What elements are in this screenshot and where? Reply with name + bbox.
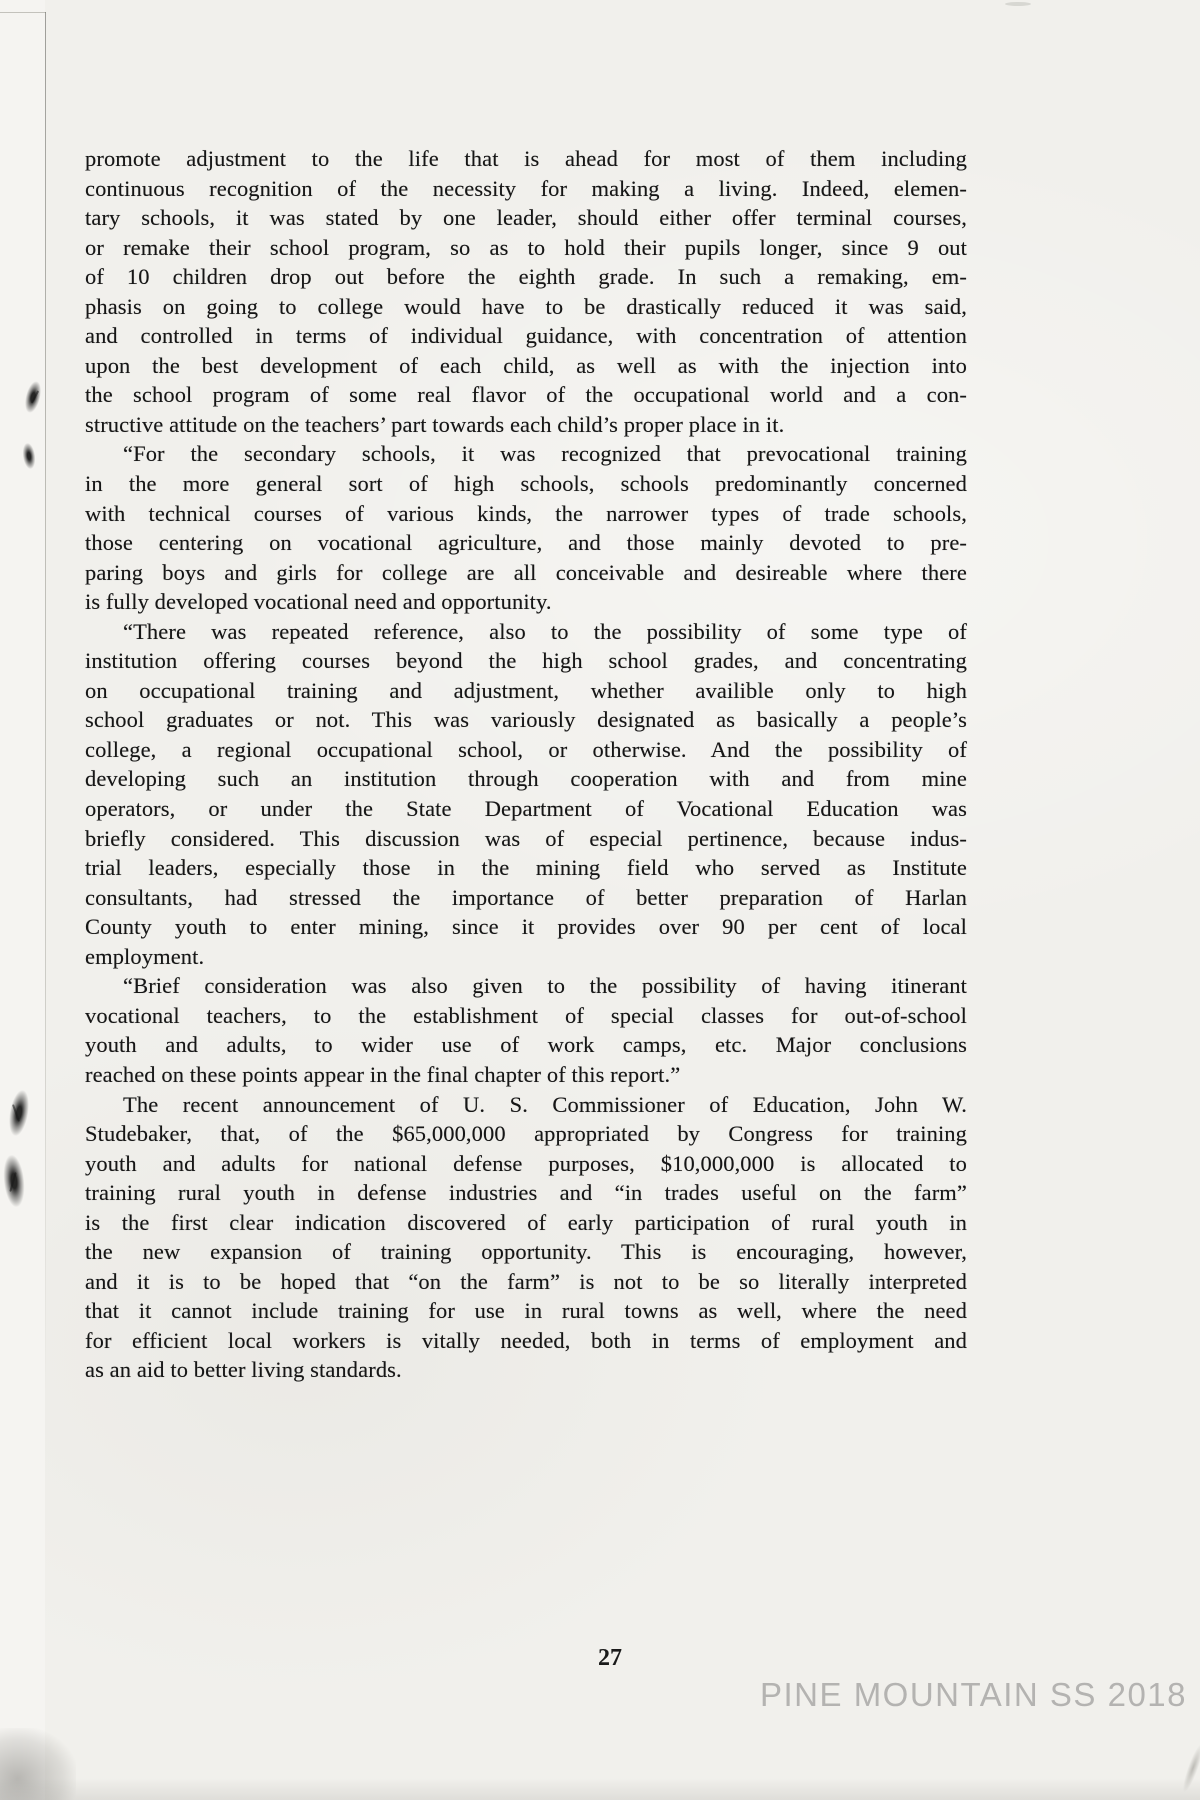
text-block xyxy=(85,144,967,1385)
text-line: in the more general sort of high schools, schools predominantly concerned xyxy=(85,471,967,497)
text-line: employment. xyxy=(85,943,205,969)
text-line: “Brief consideration was also given to the possibility of having itinerant xyxy=(123,973,967,999)
text-line: of 10 children drop out before the eighth grade. In such a remaking, em- xyxy=(85,264,967,290)
text-line: as an aid to better living standards. xyxy=(85,1357,402,1383)
text-line: The recent announcement of U. S. Commissioner of Education, John W. xyxy=(123,1091,967,1117)
page-edge-shadow xyxy=(0,1778,1200,1800)
text-line: or remake their school program, so as to hold their pupils longer, since 9 out xyxy=(85,234,967,260)
page-gutter xyxy=(0,0,45,1800)
text-line: on occupational training and adjustment, whether availible only to high xyxy=(85,677,967,703)
text-line: upon the best development of each child, as well as with the injection into xyxy=(85,352,967,378)
text-line: continuous recognition of the necessity for making a living. Indeed, elemen- xyxy=(85,175,967,201)
text-line: promote adjustment to the life that is ahead for most of them including xyxy=(85,146,967,171)
watermark-text: PINE MOUNTAIN SS 2018 xyxy=(760,1676,1188,1713)
text-line: that it cannot include training for use in rural towns as well, where the need xyxy=(85,1298,967,1324)
text-line: training rural youth in defense industries and “in trades useful on the farm” xyxy=(85,1180,967,1206)
text-line: tary schools, it was stated by one leader, should either offer terminal courses, xyxy=(85,205,967,231)
text-line: the school program of some real flavor of the occupational world and a con- xyxy=(85,382,967,408)
top-crease-line xyxy=(0,12,46,13)
text-line: is fully developed vocational need and opportunity. xyxy=(85,589,552,615)
text-line: Studebaker, that, of the $65,000,000 appropriated by Congress for training xyxy=(85,1121,967,1147)
text-line: youth and adults for national defense purposes, $10,000,000 is allocated to xyxy=(85,1150,967,1176)
text-line: vocational teachers, to the establishment of special classes for out-of-school xyxy=(85,1002,967,1028)
scan-fleck xyxy=(1005,2,1031,6)
text-line: reached on these points appear in the final chapter of this report.” xyxy=(85,1061,681,1087)
text-line: phasis on going to college would have to be drastically reduced it was said, xyxy=(85,293,967,319)
text-line: structive attitude on the teachers’ part towards each child’s proper place in it. xyxy=(85,411,785,437)
text-line: is the first clear indication discovered of early participation of rural youth in xyxy=(85,1209,967,1235)
text-line: those centering on vocational agriculture, and those mainly devoted to pre- xyxy=(85,530,967,556)
text-line: with technical courses of various kinds, the narrower types of trade schools, xyxy=(85,500,967,526)
binding-crease-line xyxy=(45,12,46,1392)
text-line: institution offering courses beyond the high school grades, and concentrating xyxy=(85,648,967,674)
text-line: operators, or under the State Department of Vocational Education was xyxy=(85,796,967,822)
text-line: and it is to be hoped that “on the farm” is not to be so literally interpreted xyxy=(85,1268,967,1294)
text-line: paring boys and girls for college are all conceivable and desireable where there xyxy=(85,559,967,585)
text-line: the new expansion of training opportunity. This is encouraging, however, xyxy=(85,1239,967,1265)
text-line: trial leaders, especially those in the mining field who served as Institute xyxy=(85,855,967,881)
text-line: “For the secondary schools, it was recognized that prevocational training xyxy=(123,441,967,467)
text-line: for efficient local workers is vitally needed, both in terms of employment and xyxy=(85,1327,967,1353)
text-line: college, a regional occupational school, or otherwise. And the possibility of xyxy=(85,736,967,762)
text-line: County youth to enter mining, since it provides over 90 per cent of local xyxy=(85,914,967,940)
text-line: and controlled in terms of individual guidance, with concentration of attention xyxy=(85,323,967,349)
text-line: consultants, had stressed the importance of better preparation of Harlan xyxy=(85,884,967,910)
text-line: developing such an institution through cooperation with and from mine xyxy=(85,766,967,792)
text-line: school graduates or not. This was variously designated as basically a people’s xyxy=(85,707,967,733)
text-line: briefly considered. This discussion was of especial pertinence, because indus- xyxy=(85,825,967,851)
text-line: “There was repeated reference, also to the possibility of some type of xyxy=(123,618,967,644)
text-line: youth and adults, to wider use of work camps, etc. Major conclusions xyxy=(85,1032,967,1058)
page-number: 27 xyxy=(598,1645,622,1671)
